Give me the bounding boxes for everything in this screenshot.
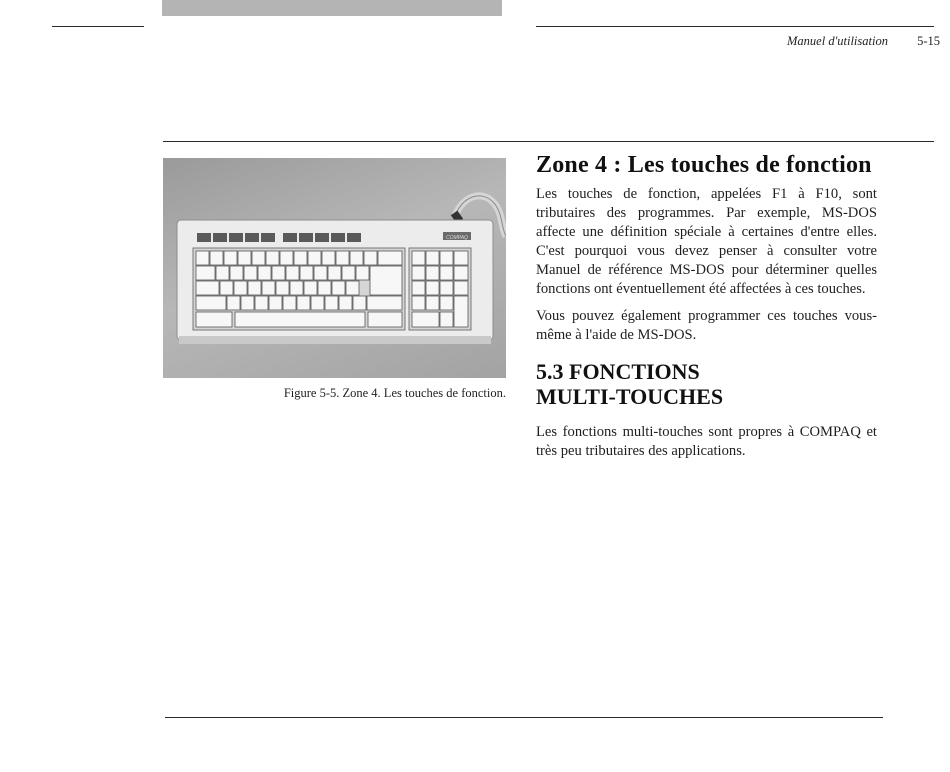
keyboard-logo: COMPAQ — [446, 235, 468, 241]
keyboard-photo — [163, 158, 506, 378]
top-scan-bar — [162, 0, 502, 16]
section-53-paragraph: Les fonctions multi-touches sont propres à COMPAQ et très peu tributaires des applications. — [536, 424, 877, 459]
section-top-rule — [163, 141, 934, 142]
page-number: 5-15 — [917, 34, 940, 48]
header-rule-right — [536, 26, 934, 27]
text-column — [536, 152, 877, 469]
zone4-paragraph-2: Vous pouvez également programmer ces touches vous-même à l'aide de MS-DOS. — [536, 308, 877, 343]
header-rule-left — [52, 26, 144, 27]
zone4-paragraph-1: Les touches de fonction, appelées F1 à F10, sont tributaires des programmes. Par exemple, MS-DOS affecte une définition spéciale à certaines d'entre elles. C'est pourquoi vous devez penser à consulter votre Manuel de référence MS-DOS pour déterminer quelles fonctions ont éventuellement été affectées à ces touches. — [536, 186, 877, 297]
running-head-title: Manuel d'utilisation — [787, 34, 888, 48]
footer-rule — [165, 717, 883, 718]
figure-caption: Figure 5-5. Zone 4. Les touches de fonction. — [283, 386, 506, 400]
running-head — [640, 34, 940, 49]
section-53-heading-line1: 5.3 FONCTIONS — [536, 359, 700, 384]
section-53-heading — [536, 359, 877, 409]
section-53-heading-line2: MULTI-TOUCHES — [536, 384, 724, 409]
zone4-heading: Zone 4 : Les touches de fonction — [536, 152, 872, 178]
keyboard-illustration — [163, 158, 506, 378]
